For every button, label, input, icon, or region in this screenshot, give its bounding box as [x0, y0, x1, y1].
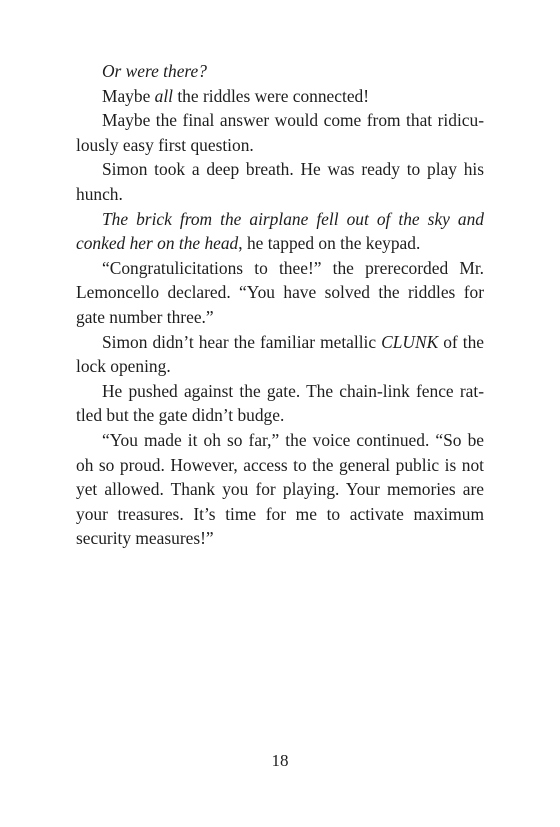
text-segment: Maybe the final answer would come from that ridiculously easy first question. — [76, 110, 484, 155]
paragraph — [76, 157, 484, 206]
text-segment: Simon took a deep breath. He was ready to play his hunch. — [76, 159, 484, 204]
text-segment: He pushed against the gate. The chain-link fence rattled but the gate didn’t budge. — [76, 380, 484, 426]
page-body — [76, 59, 484, 551]
text-segment: Maybe — [102, 85, 155, 106]
paragraph — [76, 330, 484, 379]
text-segment: the riddles were connected! — [173, 85, 370, 106]
text-segment-italic: all — [154, 85, 173, 106]
text-segment-italic: Or were there? — [102, 61, 207, 81]
paragraph — [76, 256, 484, 330]
text-segment-italic: CLUNK — [381, 331, 439, 352]
paragraph — [76, 428, 484, 551]
text-segment: “You made it oh so far,” the voice continued. “So be oh so proud. However, access to the general public is not yet allowed. Thank you for playing. Your memories are your treasures. It’s time for me to activate maximum security measures!” — [76, 429, 484, 549]
paragraph — [76, 59, 484, 84]
paragraph — [76, 84, 484, 109]
text-segment: “Congratulicitations to thee!” the prerecorded Mr. Lemoncello declared. “You have solved the riddles for gate number three.” — [76, 257, 484, 327]
paragraph — [76, 207, 484, 256]
text-segment: , he tapped on the keypad. — [238, 233, 421, 254]
text-segment: of the lock opening. — [76, 331, 484, 377]
text-segment: Simon didn’t hear the familiar metallic — [102, 331, 382, 352]
paragraph — [76, 379, 484, 428]
paragraph — [76, 108, 484, 157]
text-segment-italic: The brick from the airplane fell out of the sky and conked her on the head — [76, 208, 484, 254]
page-number: 18 — [271, 751, 289, 770]
